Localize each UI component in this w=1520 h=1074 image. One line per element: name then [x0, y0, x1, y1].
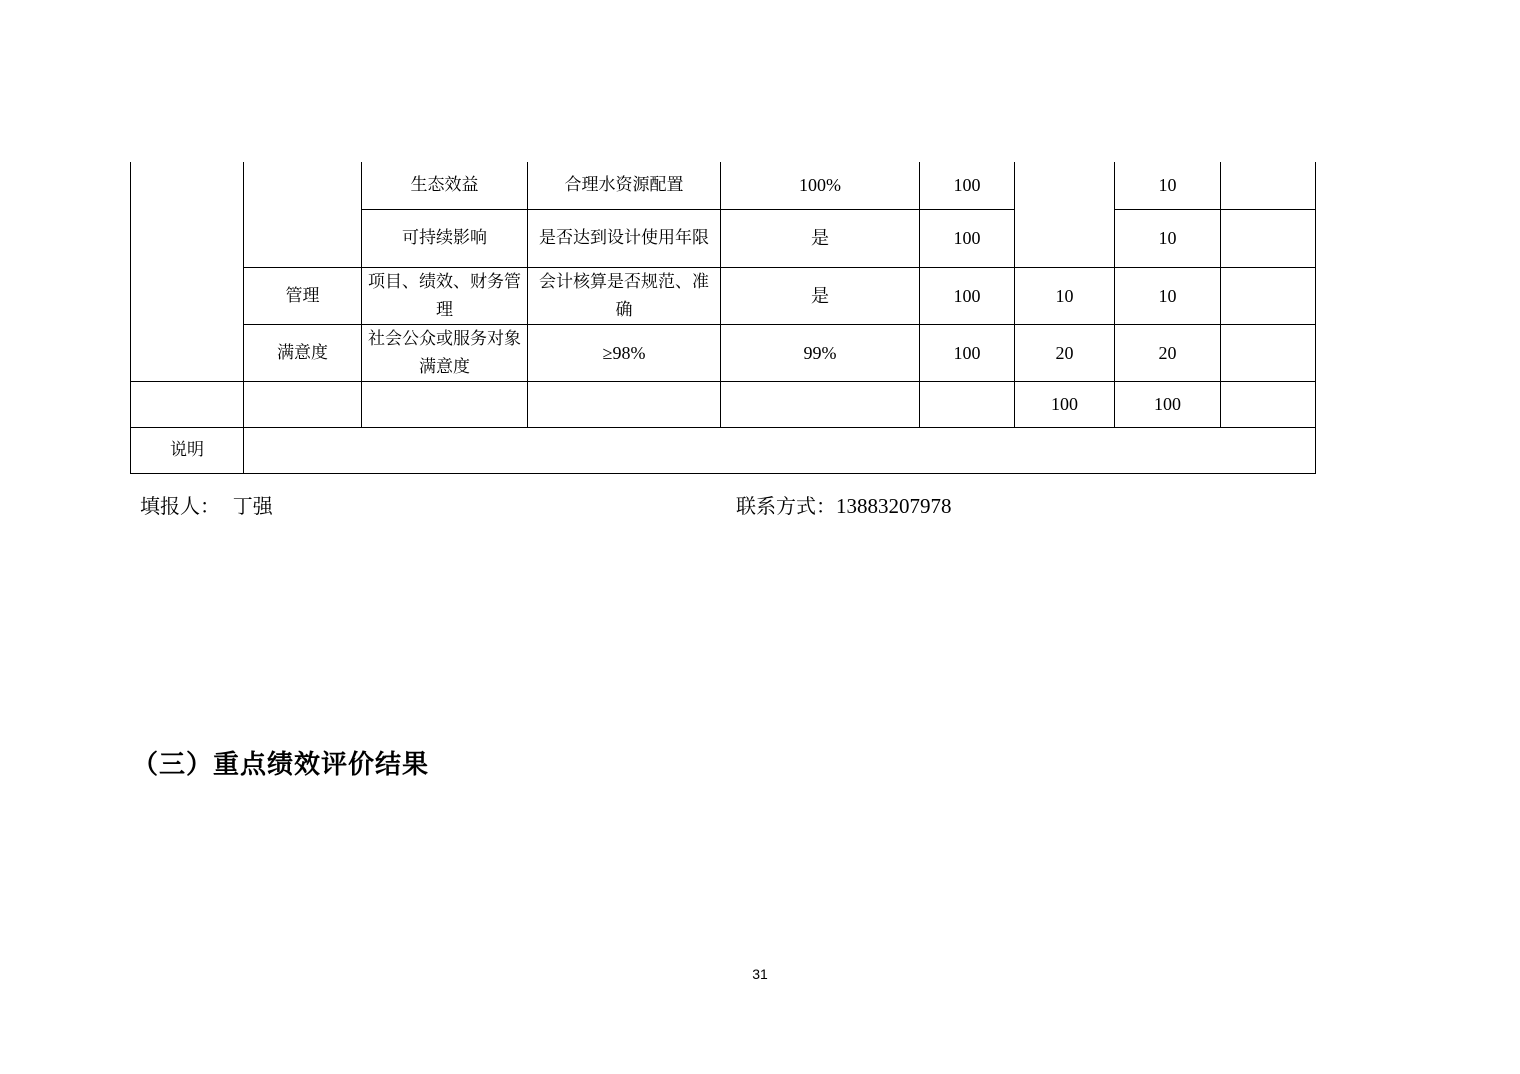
table-cell-indicator: 社会公众或服务对象满意度	[362, 324, 528, 381]
table-row	[131, 267, 1316, 324]
table-row	[131, 324, 1316, 381]
table-cell-target: ≥98%	[528, 324, 721, 381]
table-cell-total-score: 100	[1115, 381, 1221, 427]
table-row-note	[131, 427, 1316, 473]
table-cell-target: 会计核算是否规范、准确	[528, 267, 721, 324]
table-cell-remark	[1221, 162, 1316, 209]
table-cell-score: 10	[1115, 162, 1221, 209]
table-cell-rate: 100	[920, 162, 1015, 209]
table-cell-weight	[1015, 162, 1115, 267]
table-cell-actual: 是	[721, 267, 920, 324]
table-cell-remark	[1221, 209, 1316, 267]
reporter-line	[140, 490, 273, 519]
table-cell-score: 20	[1115, 324, 1221, 381]
table-cell-actual: 100%	[721, 162, 920, 209]
contact-line	[736, 490, 952, 519]
table-cell-indicator: 生态效益	[362, 162, 528, 209]
table-cell-indicator: 可持续影响	[362, 209, 528, 267]
table-cell-total-3	[362, 381, 528, 427]
table-cell-rate: 100	[920, 209, 1015, 267]
page-number: 31	[752, 966, 768, 982]
reporter-name: 丁强	[232, 494, 273, 518]
table-row-total	[131, 381, 1316, 427]
table-cell-subcategory: 满意度	[244, 324, 362, 381]
table-cell-rate: 100	[920, 267, 1015, 324]
table-cell-subcategory: 管理	[244, 267, 362, 324]
reporter-label: 填报人：	[140, 494, 220, 518]
contact-label: 联系方式：	[736, 494, 836, 518]
table-row	[131, 162, 1316, 209]
table-cell-subcategory	[244, 162, 362, 267]
table-cell-weight: 10	[1015, 267, 1115, 324]
table-cell-total-2	[244, 381, 362, 427]
performance-table-container	[130, 162, 1316, 474]
table-cell-rate: 100	[920, 324, 1015, 381]
table-cell-actual: 是	[721, 209, 920, 267]
table-cell-score: 10	[1115, 209, 1221, 267]
table-cell-total-4	[528, 381, 721, 427]
table-cell-target: 合理水资源配置	[528, 162, 721, 209]
note-label: 说明	[131, 427, 244, 473]
table-cell-total-1	[131, 381, 244, 427]
table-cell-score: 10	[1115, 267, 1221, 324]
contact-phone: 13883207978	[836, 494, 952, 518]
table-cell-total-6	[920, 381, 1015, 427]
table-cell-target: 是否达到设计使用年限	[528, 209, 721, 267]
section-title: （三）重点绩效评价结果	[132, 750, 430, 780]
table-cell-total-5	[721, 381, 920, 427]
performance-table	[130, 162, 1316, 474]
table-cell-remark	[1221, 324, 1316, 381]
table-cell-actual: 99%	[721, 324, 920, 381]
table-cell-indicator: 项目、绩效、财务管理	[362, 267, 528, 324]
note-content	[244, 427, 1316, 473]
table-cell-weight: 20	[1015, 324, 1115, 381]
table-cell-category	[131, 162, 244, 381]
table-cell-total-weight: 100	[1015, 381, 1115, 427]
table-cell-remark	[1221, 267, 1316, 324]
table-cell-total-remark	[1221, 381, 1316, 427]
